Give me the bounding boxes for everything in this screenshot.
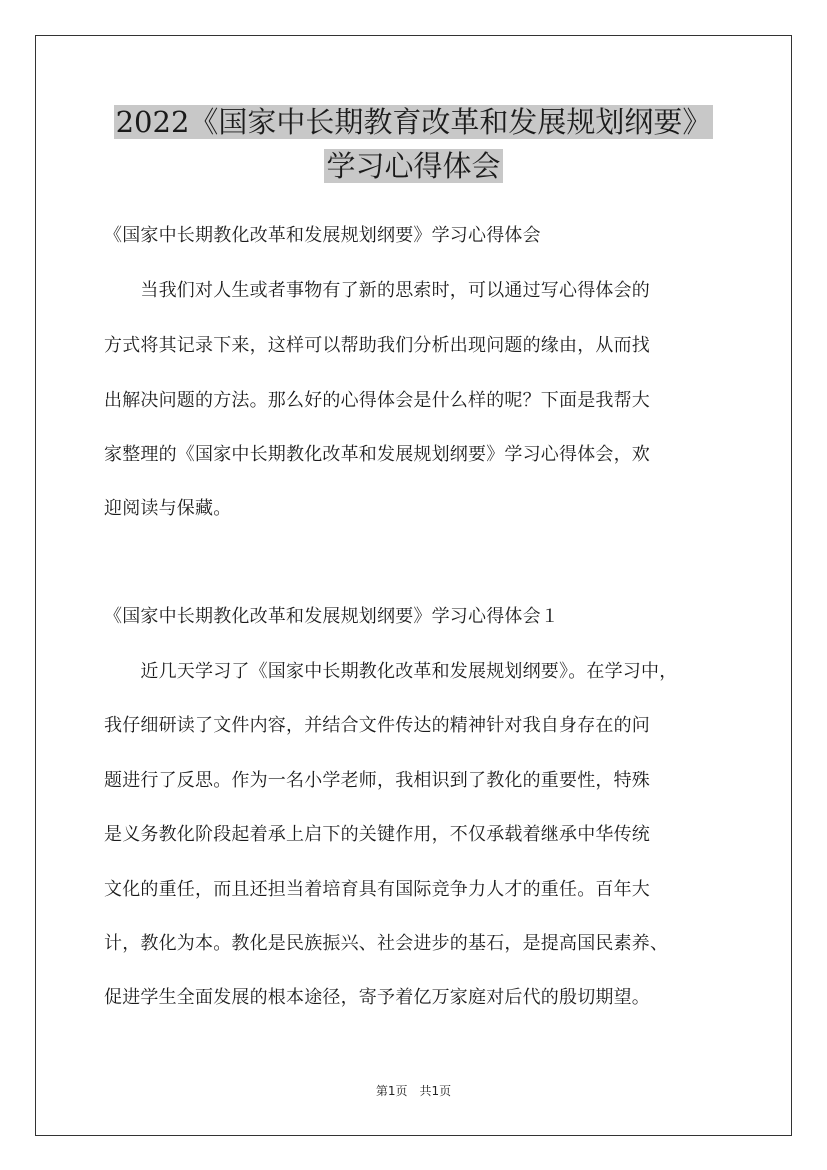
intro-paragraph-line: 当我们对人生或者事物有了新的思索时，可以通过写心得体会的: [104, 280, 650, 301]
document-title-line-2: 学习心得体会: [326, 149, 501, 183]
document-title-line-1: 2022《国家中长期教育改革和发展规划纲要》: [115, 105, 712, 139]
section-1-paragraph-line: 题进行了反思。作为一名小学老师，我相识到了教化的重要性，特殊: [104, 770, 650, 791]
intro-paragraph-line: 迎阅读与保藏。: [104, 498, 232, 519]
section-1-paragraph-line: 是义务教化阶段起着承上启下的关键作用，不仅承载着继承中华传统: [104, 824, 650, 845]
page-border: [35, 35, 792, 1136]
section-1-paragraph-line: 近几天学习了《国家中长期教化改革和发展规划纲要》。在学习中，: [104, 661, 678, 682]
section-1-paragraph-line: 文化的重任，而且还担当着培育具有国际竞争力人才的重任。百年大: [104, 879, 650, 900]
page-number-footer: 第1页 共1页: [375, 1084, 452, 1098]
intro-paragraph-line: 出解决问题的方法。那么好的心得体会是什么样的呢？下面是我帮大: [104, 390, 650, 411]
intro-paragraph-line: 家整理的《国家中长期教化改革和发展规划纲要》学习心得体会，欢: [104, 444, 650, 465]
intro-heading: 《国家中长期教化改革和发展规划纲要》学习心得体会: [104, 225, 541, 246]
section-1-paragraph-line: 计，教化为本。教化是民族振兴、社会进步的基石，是提高国民素养、: [104, 933, 669, 954]
section-1-paragraph-line: 促进学生全面发展的根本途径，寄予着亿万家庭对后代的殷切期望。: [104, 987, 650, 1008]
intro-paragraph-line: 方式将其记录下来，这样可以帮助我们分析出现问题的缘由，从而找: [104, 335, 650, 356]
section-1-paragraph-line: 我仔细研读了文件内容，并结合文件传达的精神针对我自身存在的问: [104, 715, 650, 736]
section-1-heading: 《国家中长期教化改革和发展规划纲要》学习心得体会１: [104, 606, 559, 627]
